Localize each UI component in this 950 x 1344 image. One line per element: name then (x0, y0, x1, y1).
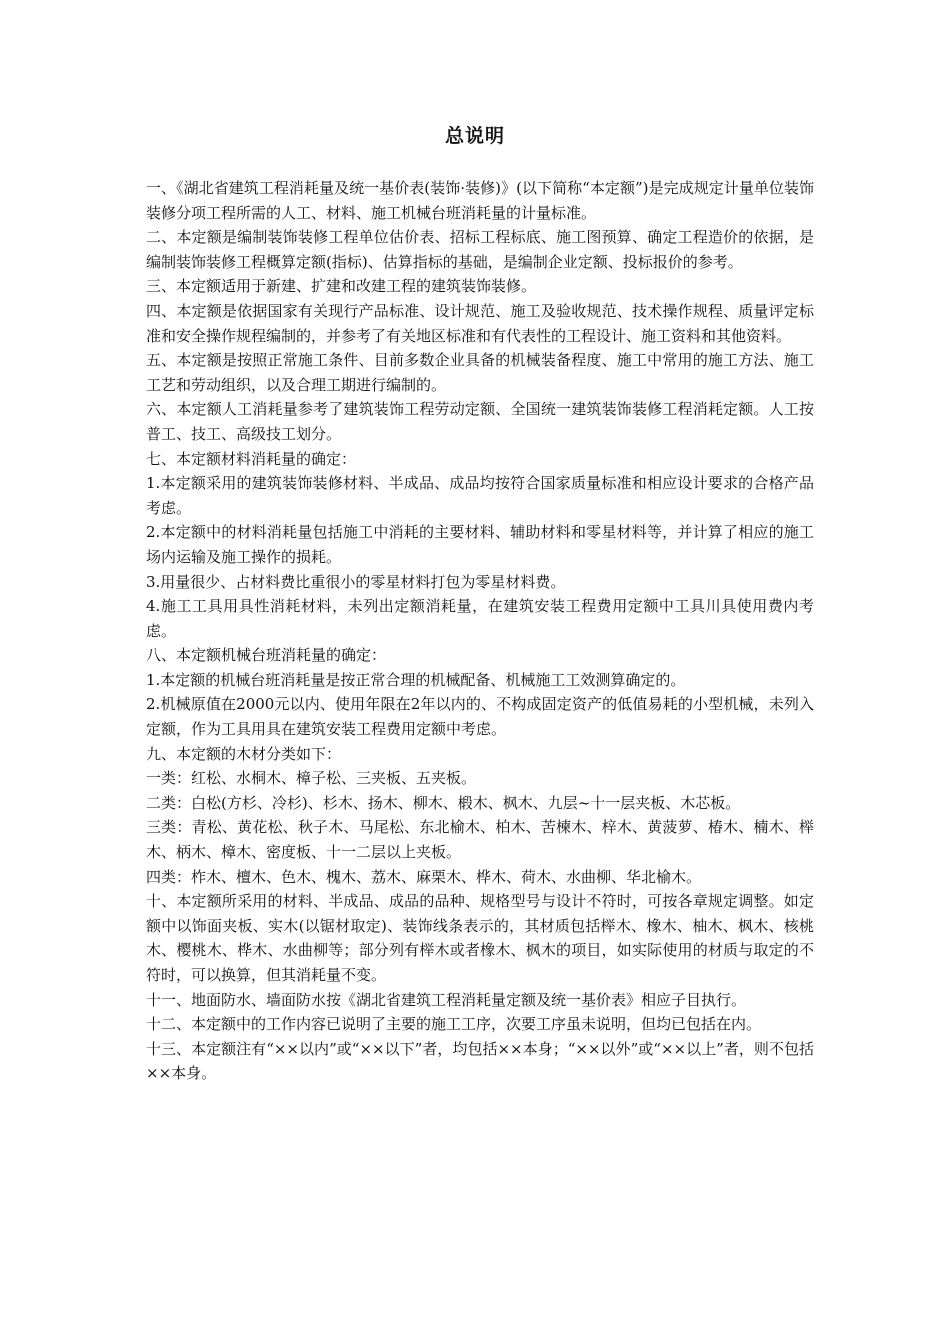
timber-class-2: 二类：白松(方杉、冷杉)、杉木、扬木、柳木、椴木、枫木、九层~十一层夹板、木芯板。 (146, 793, 741, 812)
materials-item-4: 4.施工工具用具性消耗材料，未列出定额消耗量，在建筑安装工程费用定额中工具川具使用费内考虑。 (146, 597, 814, 640)
document-body (146, 176, 814, 1086)
paragraph-2: 二、本定额是编制装饰装修工程单位估价表、招标工程标底、施工图预算、确定工程造价的依据，是编制装饰装修工程概算定额(指标)、估算指标的基础，是编制企业定额、投标报价的参考。 (146, 228, 814, 271)
machinery-item-2: 2.机械原值在2000元以内、使用年限在2年以内的、不构成固定资产的低值易耗的小型机械，未列入定额，作为工具用具在建筑安装工程费用定额中考虑。 (146, 695, 814, 739)
materials-item-1: 1.本定额采用的建筑装饰装修材料、半成品、成品均按符合国家质量标准和相应设计要求的合格产品考虑。 (146, 474, 814, 517)
paragraph-12: 十二、本定额中的工作内容已说明了主要的施工工序，次要工序虽未说明，但均已包括在内。 (146, 1015, 762, 1034)
materials-item-2: 2.本定额中的材料消耗量包括施工中消耗的主要材料、辅助材料和零星材料等，并计算了相应的施工场内运输及施工操作的损耗。 (146, 523, 814, 566)
timber-class-4: 四类：柞木、檀木、色木、槐木、荔木、麻栗木、桦木、荷木、水曲柳、华北榆木。 (146, 867, 702, 886)
section-heading-materials: 七、本定额材料消耗量的确定： (146, 449, 357, 468)
paragraph-13: 十三、本定额注有“××以内”或“××以下”者，均包括××本身；“××以外”或“××以上”者，则不包括××本身。 (146, 1039, 814, 1083)
paragraph-1: 一、《湖北省建筑工程消耗量及统一基价表(装饰·装修)》(以下简称“本定额”)是完成规定计量单位装饰装修分项工程所需的人工、材料、施工机械台班消耗量的计量标准。 (146, 179, 814, 222)
paragraph-4: 四、本定额是依据国家有关现行产品标准、设计规范、施工及验收规范、技术操作规程、质量评定标准和安全操作规程编制的，并参考了有关地区标准和有代表性的工程设计、施工资料和其他资料。 (146, 301, 814, 345)
section-heading-machinery: 八、本定额机械台班消耗量的确定： (146, 646, 387, 665)
section-heading-timber: 九、本定额的木材分类如下： (146, 744, 342, 763)
paragraph-6: 六、本定额人工消耗量参考了建筑装饰工程劳动定额、全国统一建筑装饰装修工程消耗定额。人工按普工、技工、高级技工划分。 (146, 400, 814, 443)
timber-class-1: 一类：红松、水桐木、樟子松、三夹板、五夹板。 (146, 769, 477, 788)
paragraph-11: 十一、地面防水、墙面防水按《湖北省建筑工程消耗量定额及统一基价表》相应子目执行。 (146, 990, 747, 1009)
timber-class-3: 三类：青松、黄花松、秋子木、马尾松、东北榆木、柏木、苦楝木、梓木、黄菠萝、椿木、楠木、榉木、柄木、樟木、密度板、十一二层以上夹板。 (146, 818, 814, 862)
paragraph-10: 十、本定额所采用的材料、半成品、成品的品种、规格型号与设计不符时，可按各章规定调整。如定额中以饰面夹板、实木(以锯材取定)、装饰线条表示的，其材质包括榉木、橡木、柚木、枫木、核桃木、樱桃木、桦木、水曲柳等；部分列有榉木或者橡木、枫木的项目，如实际使用的材质与取定的不符时，可以换算，但其消耗量不变。 (146, 892, 814, 984)
page-title: 总说明 (444, 125, 505, 147)
paragraph-5: 五、本定额是按照正常施工条件、目前多数企业具备的机械装备程度、施工中常用的施工方法、施工工艺和劳动组织，以及合理工期进行编制的。 (146, 351, 814, 394)
paragraph-3: 三、本定额适用于新建、扩建和改建工程的建筑装饰装修。 (146, 277, 537, 296)
machinery-item-1: 1.本定额的机械台班消耗量是按正常合理的机械配备、机械施工工效测算确定的。 (146, 670, 686, 689)
materials-item-3: 3.用量很少、占材料费比重很小的零星材料打包为零星材料费。 (146, 572, 566, 591)
